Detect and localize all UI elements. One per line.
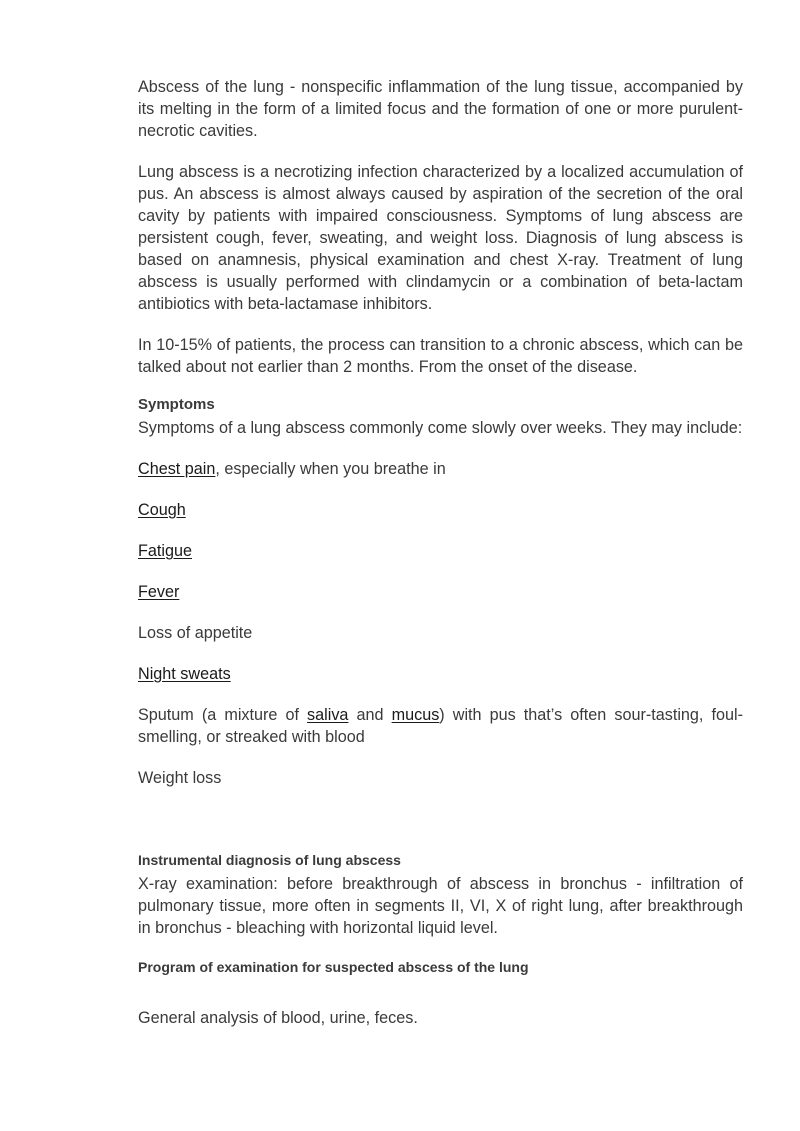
symptoms-intro: Symptoms of a lung abscess commonly come slowly over weeks. They may include: [138, 419, 743, 437]
paragraph-definition: Abscess of the lung - nonspecific inflammation of the lung tissue, accompanied by its melting in the form of a limited focus and the formation of one or more purulent-necrotic cavities. [138, 78, 743, 140]
symptom-appetite: Loss of appetite [138, 624, 253, 642]
instrumental-heading: Instrumental diagnosis of lung abscess [138, 852, 401, 868]
chest-pain-text: , especially when you breathe in [215, 460, 446, 478]
night-sweats-link[interactable]: Night sweats [138, 665, 231, 683]
sputum-text-a: Sputum (a mixture of [138, 706, 308, 724]
program-heading: Program of examination for suspected abscess of the lung [138, 959, 529, 975]
fatigue-link[interactable]: Fatigue [138, 542, 192, 560]
symptoms-heading: Symptoms [138, 396, 215, 413]
symptom-fatigue [138, 540, 743, 562]
paragraph-chronic: In 10-15% of patients, the process can transition to a chronic abscess, which can be talked about not earlier than 2 months. From the onset of the disease. [138, 336, 743, 376]
symptom-chest-pain [138, 458, 743, 480]
symptom-night-sweats [138, 663, 743, 685]
saliva-link[interactable]: saliva [307, 706, 349, 724]
symptom-sputum [138, 704, 743, 748]
cough-link[interactable]: Cough [138, 501, 186, 519]
paragraph-overview: Lung abscess is a necrotizing infection characterized by a localized accumulation of pus. An abscess is almost always caused by aspiration of the secretion of the oral cavity by patients with impaired consciousness. Symptoms of lung abscess are persistent cough, fever, sweating, and weight loss. Diagnosis of lung abscess is based on anamnesis, physical examination and chest X-ray. Treatment of lung abscess is usually performed with clindamycin or a combination of beta-lactam antibiotics with beta-lactamase inhibitors. [138, 163, 743, 313]
program-item-1: General analysis of blood, urine, feces. [138, 1009, 418, 1027]
chest-pain-link[interactable]: Chest pain [138, 460, 216, 478]
symptom-weight-loss: Weight loss [138, 769, 222, 787]
sputum-text-and: and [348, 706, 392, 724]
fever-link[interactable]: Fever [138, 583, 180, 601]
mucus-link[interactable]: mucus [391, 706, 440, 724]
symptom-fever [138, 581, 743, 603]
instrumental-text: X-ray examination: before breakthrough of abscess in bronchus - infiltration of pulmonary tissue, more often in segments II, VI, X of right lung, after breakthrough in bronchus - bleaching with horizontal liquid level. [138, 875, 743, 937]
sputum-text-b: ) with pus that’s often sour-tasting, foul-smelling, or streaked with blood [138, 706, 743, 746]
symptom-cough [138, 499, 743, 521]
document-page [138, 76, 743, 1029]
